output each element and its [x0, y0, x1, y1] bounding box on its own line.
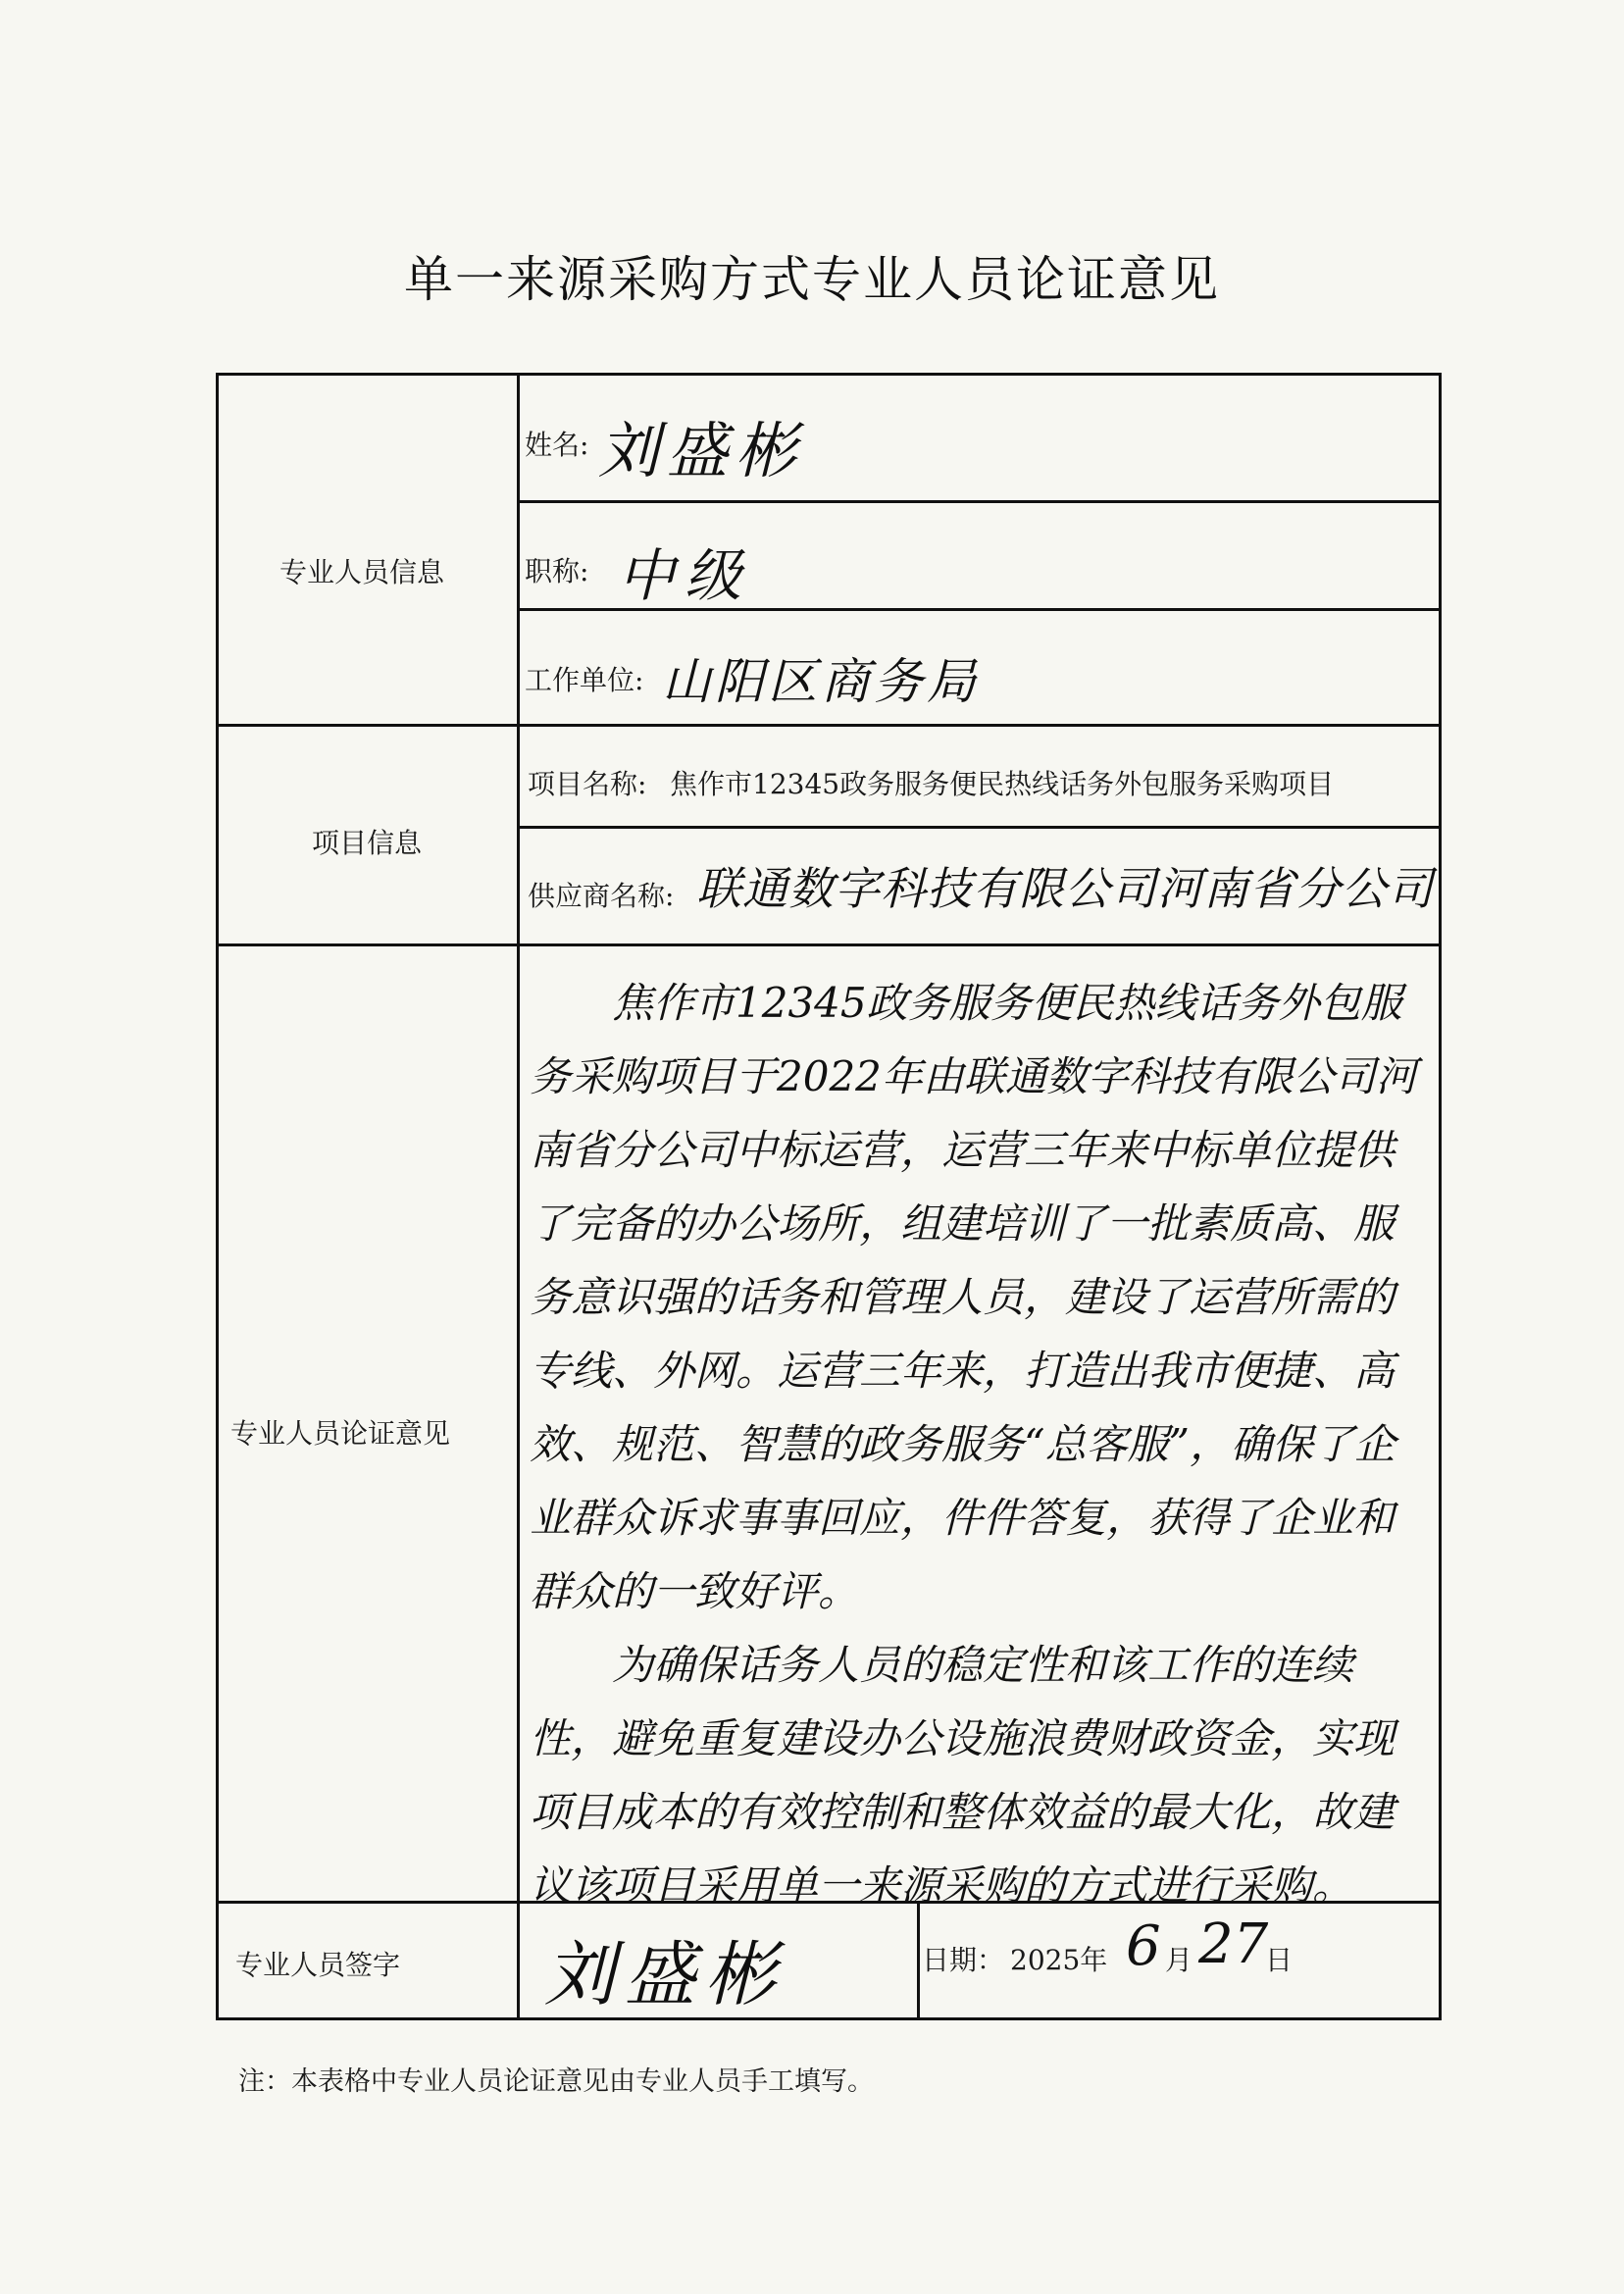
supplier-value: 联通数字科技有限公司河南省分公司: [696, 862, 1434, 915]
column-divider: [517, 373, 520, 2020]
name-value: 刘盛彬: [598, 415, 805, 486]
row-line-project-section: [216, 943, 1442, 946]
date-month-suffix: 月: [1165, 1944, 1193, 1976]
date-label: 日期：: [922, 1944, 1005, 1976]
signature-value: 刘盛彬: [544, 1933, 787, 2015]
opinion-text: [530, 966, 1432, 1922]
project-name-label: 项目名称:: [528, 768, 647, 800]
opinion-label: 专业人员论证意见: [230, 1417, 451, 1450]
date-month: 6: [1126, 1914, 1161, 1978]
opinion-paragraph: 为确保话务人员的稳定性和该工作的连续性，避免重复建设办公设施浪费财政资金，实现项目成本的有效控制和整体效益的最大化，故建议该项目采用单一来源采购的方式进行采购。: [530, 1641, 1396, 1910]
document-title: 单一来源采购方式专业人员论证意见: [404, 251, 1220, 308]
title-label: 职称:: [525, 555, 589, 587]
supplier-label: 供应商名称:: [528, 880, 675, 912]
title-value: 中级: [618, 542, 752, 609]
date-year: 2025年: [1010, 1944, 1108, 1976]
date-day: 27: [1198, 1912, 1269, 1976]
row-line-name: [517, 500, 1442, 503]
row-line-expert-section: [216, 724, 1442, 727]
signature-label: 专业人员签字: [235, 1949, 401, 1981]
expert-info-label: 专业人员信息: [279, 556, 445, 588]
footer-note: 注：本表格中专业人员论证意见由专业人员手工填写。: [238, 2066, 874, 2097]
project-info-label: 项目信息: [312, 827, 423, 859]
employer-value: 山阳区商务局: [662, 653, 980, 710]
project-name-value: 焦作市12345政务服务便民热线话务外包服务采购项目: [670, 768, 1335, 800]
name-label: 姓名:: [525, 429, 589, 461]
employer-label: 工作单位:: [525, 664, 644, 696]
row-line-project-name: [517, 826, 1442, 829]
date-day-suffix: 日: [1265, 1944, 1294, 1976]
opinion-paragraph: 焦作市12345政务服务便民热线话务外包服务采购项目于2022年由联通数字科技有限公司河南省分公司中标运营，运营三年来中标单位提供了完备的办公场所，组建培训了一批素质高、服务意识强的话务和管理人员，建设了运营所需的专线、外网。运营三年来，打造出我市便捷、高效、规范、智慧的政务服务“总客服”，确保了企业群众诉求事事回应，件件答复，获得了企业和群众的一致好评。: [530, 979, 1417, 1615]
